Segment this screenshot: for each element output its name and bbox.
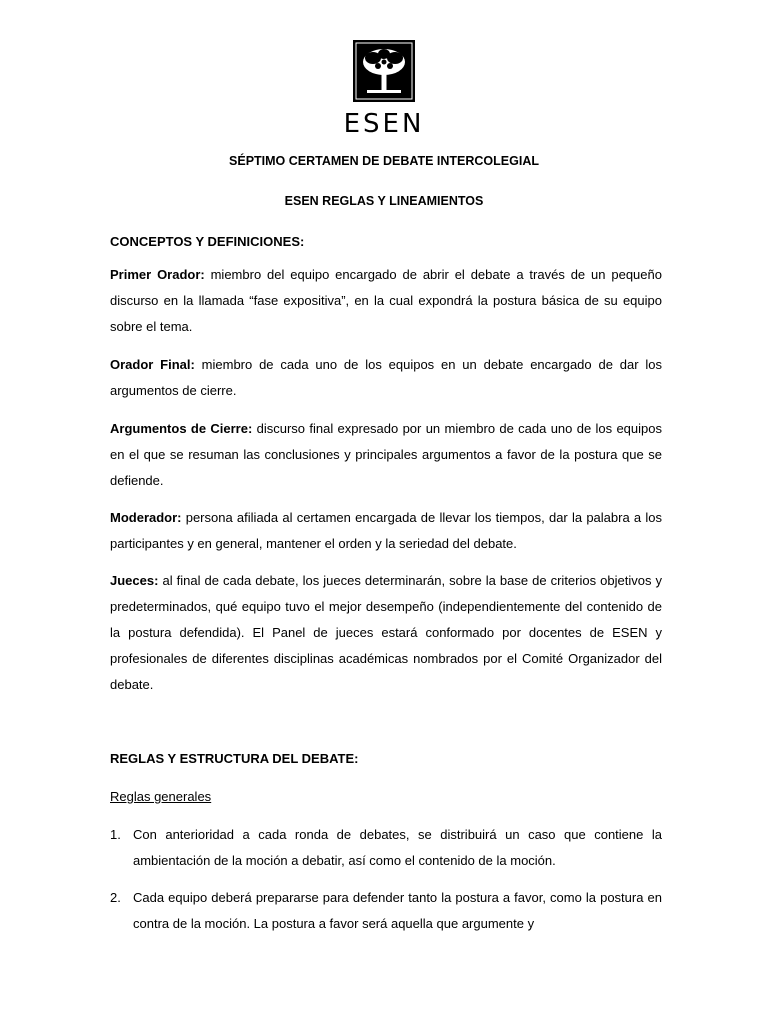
definition-term: Primer Orador: xyxy=(110,267,205,282)
list-text: Con anterioridad a cada ronda de debates, se distribuirá un caso que contiene la ambientación de la moción a debatir, así como el contenido de la moción. xyxy=(133,827,662,868)
definition-text: miembro de cada uno de los equipos en un debate encargado de dar los argumentos de cierre. xyxy=(110,357,662,398)
subsection-title: Reglas generales xyxy=(110,789,212,804)
esen-logo xyxy=(0,40,768,139)
list-text: Cada equipo deberá prepararse para defender tanto la postura a favor, como la postura en contra de la moción. La postura a favor será aquella que argumente y xyxy=(133,890,662,931)
definition-term: Argumentos de Cierre: xyxy=(110,421,253,436)
definition-text: persona afiliada al certamen encargada de llevar los tiempos, dar la palabra a los participantes y en general, mantener el orden y la seriedad del debate. xyxy=(110,510,662,551)
definition-paragraph xyxy=(110,568,662,698)
tree-icon xyxy=(353,40,415,102)
definition-text: discurso final expresado por un miembro de cada uno de los equipos en el que se resuman las conclusiones y principales argumentos a favor de la postura que se defiende. xyxy=(110,421,662,488)
definition-term: Moderador: xyxy=(110,510,182,525)
definition-term: Orador Final: xyxy=(110,357,195,372)
list-number: 1. xyxy=(110,827,121,842)
list-item xyxy=(110,885,662,937)
section-heading-rules xyxy=(110,746,662,772)
document-subtitle: ESEN REGLAS Y LINEAMIENTOS xyxy=(284,194,484,208)
definition-text: al final de cada debate, los jueces determinarán, sobre la base de criterios objetivos y predeterminados, qué equipo tuvo el mejor desempeño (independientemente del contenido de la postura defendida). El Panel de jueces estará conformado por docentes de ESEN y profesionales de diferentes disciplinas académicas nombrados por el Comité Organizador del debate. xyxy=(110,573,662,692)
definition-term: Jueces: xyxy=(110,573,159,588)
section-title: REGLAS Y ESTRUCTURA DEL DEBATE: xyxy=(110,751,359,766)
list-number: 2. xyxy=(110,890,121,905)
section-heading-concepts xyxy=(110,229,662,255)
section-title: CONCEPTOS Y DEFINICIONES: xyxy=(110,234,305,249)
definition-paragraph xyxy=(110,416,662,494)
document-title: SÉPTIMO CERTAMEN DE DEBATE INTERCOLEGIAL xyxy=(229,154,539,168)
subsection-heading xyxy=(110,784,662,810)
definition-text: miembro del equipo encargado de abrir el debate a través de un pequeño discurso en la llamada “fase expositiva”, en la cual expondrá la postura básica de su equipo sobre el tema. xyxy=(110,267,662,334)
list-item xyxy=(110,822,662,874)
logo-text: ESEN xyxy=(343,109,425,139)
definition-paragraph xyxy=(110,262,662,340)
definition-paragraph xyxy=(110,352,662,404)
definition-paragraph xyxy=(110,505,662,557)
